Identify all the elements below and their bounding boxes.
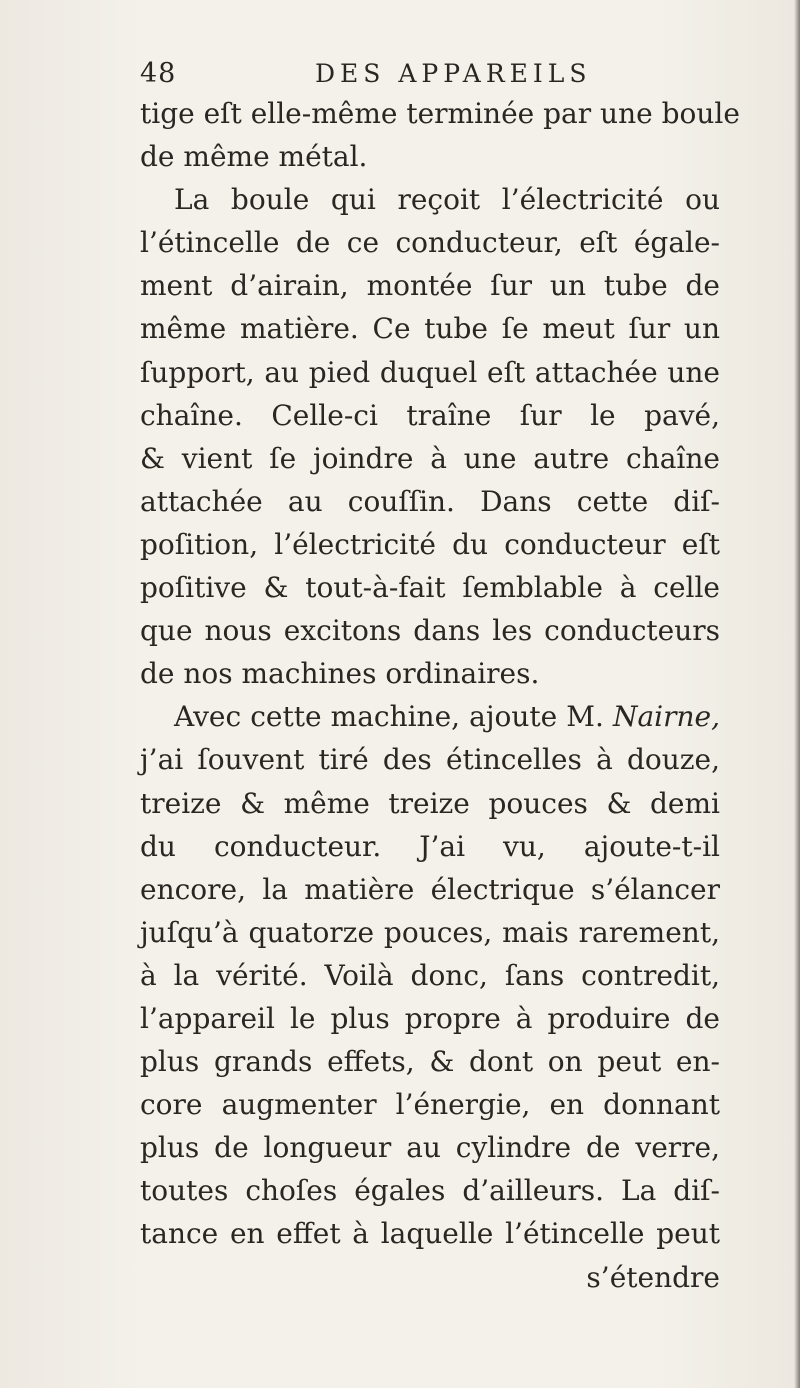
page-edge-shadow [794,0,800,1388]
running-title: DES APPAREILS [315,59,592,88]
text-line: à la vérité. Voilà donc, ſans contredit, [140,958,720,992]
text-line: j’ai ſouvent tiré des étincelles à douze, [140,743,720,777]
text-line: ſupport, au pied duquel eſt attachée une [140,355,720,389]
text-line: & vient ſe joindre à une autre chaîne [140,441,720,475]
text-line: toutes choſes égales d’ailleurs. La diſ- [140,1174,720,1208]
text-line: chaîne. Celle-ci traîne ſur le pavé, [140,398,720,432]
text-line: de nos machines ordinaires. [140,657,540,691]
text-line: plus grands effets, & dont on peut en- [140,1045,720,1079]
text-line: poſitive & tout-à-fait ſemblable à celle [140,571,720,605]
text-line: poſition, l’électricité du conducteur eſt [140,527,720,561]
body-text [140,92,740,1299]
text-line: l’étincelle de ce conducteur, eſt égale- [140,226,720,260]
text-line: tige eſt elle-même terminée par une boule [140,97,740,130]
text-line: plus de longueur au cylindre de verre, [140,1131,720,1165]
text-line: La boule qui reçoit l’électricité ou [174,183,720,217]
text-line: treize & même treize pouces & demi [140,786,720,820]
catchword: s’étendre [586,1260,720,1294]
text-line: juſqu’à quatorze pouces, mais rarement, [140,915,720,949]
text-line: core augmenter l’énergie, en donnant [140,1088,720,1122]
text-line: l’appareil le plus propre à produire de [140,1001,720,1035]
text-line: de même métal. [140,140,368,174]
italic-author-name: Nairne, [612,700,720,734]
text-line: Avec cette machine, ajoute M. [174,700,613,734]
page-number: 48 [140,58,177,89]
text-line-with-name [140,695,720,738]
text-line: tance en effet à laquelle l’étincelle peut [140,1217,720,1251]
text-line: même matière. Ce tube ſe meut ſur un [140,312,720,346]
text-line: que nous excitons dans les conducteurs [140,614,720,648]
text-line: encore, la matière électrique s’élancer [140,872,720,906]
text-line: attachée au couſſin. Dans cette diſ- [140,484,720,518]
running-header [140,54,660,94]
text-line: du conducteur. J’ai vu, ajoute-t-il [140,829,720,863]
text-line: ment d’airain, montée ſur un tube de [140,269,720,303]
